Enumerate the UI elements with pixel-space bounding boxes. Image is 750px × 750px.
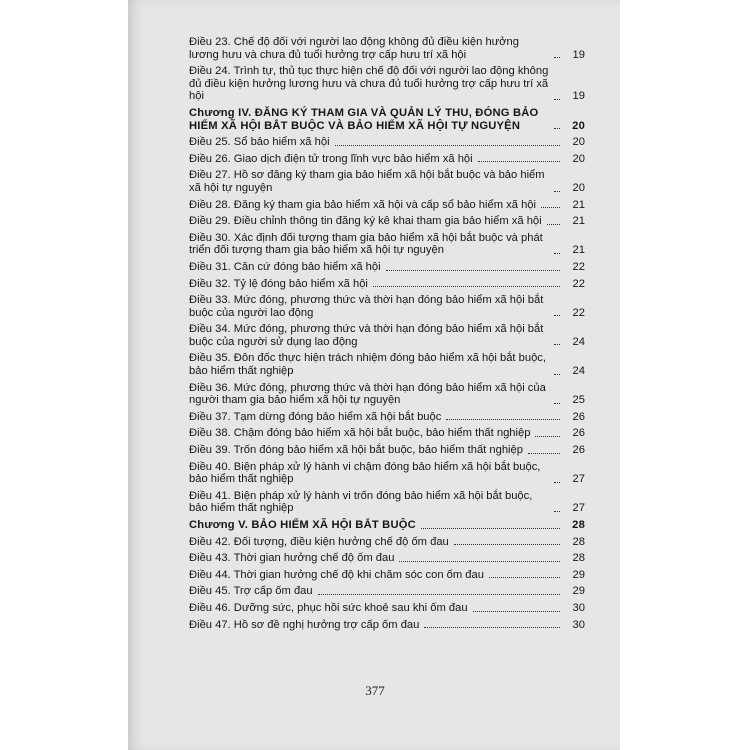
toc-entry-title: Điều 42. Đối tượng, điều kiện hưởng chế độ ốm đau [189, 535, 449, 548]
dot-leader [535, 436, 560, 437]
dot-leader [489, 577, 560, 578]
toc-entry-page: 28 [572, 535, 585, 548]
table-of-contents [189, 36, 585, 635]
toc-entry [189, 215, 585, 228]
toc-entry-title: Điều 34. Mức đóng, phương thức và thời hạn đóng bảo hiểm xã hội bắt buộc của người sử dụng lao động [189, 323, 544, 348]
toc-entry-page: 30 [572, 601, 585, 614]
toc-entry [189, 444, 585, 457]
toc-entry-title: Điều 43. Thời gian hưởng chế độ ốm đau [189, 552, 395, 565]
dot-leader [547, 224, 560, 225]
toc-entry-title: Điều 40. Biện pháp xử lý hành vi chậm đóng bảo hiểm xã hội bắt buộc, bảo hiểm thất nghiệp [189, 460, 541, 486]
toc-entry-page: 29 [572, 568, 585, 581]
toc-entry-page: 26 [572, 427, 585, 440]
toc-entry-page: 22 [572, 306, 585, 319]
toc-entry [189, 382, 585, 407]
toc-entry-title: Điều 37. Tạm dừng đóng bảo hiểm xã hội bắt buộc [189, 410, 442, 423]
toc-entry-page: 20 [572, 181, 585, 194]
toc-entry [189, 136, 585, 149]
toc-entry [189, 36, 585, 61]
toc-entry-page: 19 [572, 90, 585, 103]
dot-leader [554, 374, 560, 375]
dot-leader [554, 191, 560, 192]
dot-leader [424, 627, 560, 628]
toc-entry [189, 261, 585, 274]
toc-entry-page: 26 [572, 444, 585, 457]
toc-entry-page: 20 [572, 152, 585, 165]
dot-leader [473, 611, 560, 612]
dot-leader [554, 403, 560, 404]
page-number: 377 [365, 683, 385, 698]
toc-entry [189, 619, 585, 632]
toc-entry [189, 552, 585, 565]
toc-entry [189, 278, 585, 291]
dot-leader [373, 286, 560, 287]
toc-entry [189, 427, 585, 440]
dot-leader [554, 315, 560, 316]
toc-entry-title: Điều 35. Đôn đốc thực hiện trách nhiệm đóng bảo hiểm xã hội bắt buộc, bảo hiểm thất nghiệp [189, 352, 547, 378]
toc-entry-title: Điều 24. Trình tự, thủ tục thực hiện chế độ đối với người lao động không đủ điều kiện hưởng lương hưu và chưa đủ tuổi hưởng trợ cấp hưu trí xã hội [189, 65, 549, 103]
toc-entry [189, 569, 585, 582]
toc-entry [189, 585, 585, 598]
toc-chapter [189, 519, 585, 532]
toc-entry-title: Điều 45. Trợ cấp ốm đau [189, 585, 313, 598]
toc-entry-title: Điều 33. Mức đóng, phương thức và thời hạn đóng bảo hiểm xã hội bắt buộc của người lao động [189, 294, 544, 319]
dot-leader [399, 561, 560, 562]
toc-entry-title: Điều 38. Chậm đóng bảo hiểm xã hội bắt buộc, bảo hiểm thất nghiệp [189, 427, 531, 440]
toc-entry-title: Điều 27. Hồ sơ đăng ký tham gia bảo hiểm xã hội bắt buộc và bảo hiểm xã hội tự nguyện [189, 169, 545, 194]
toc-entry-page: 27 [572, 473, 585, 486]
toc-entry [189, 352, 585, 377]
toc-entry-page: 27 [572, 502, 585, 515]
toc-entry-page: 25 [572, 394, 585, 407]
toc-entry-title: Điều 31. Căn cứ đóng bảo hiểm xã hội [189, 260, 381, 273]
toc-entry-title: Điều 44. Thời gian hưởng chế độ khi chăm sóc con ốm đau [189, 568, 484, 581]
toc-entry-page: 21 [572, 215, 585, 228]
toc-entry-title: Điều 29. Điều chỉnh thông tin đăng ký kê khai tham gia bảo hiểm xã hội [189, 215, 542, 228]
toc-entry-page: 21 [572, 198, 585, 211]
dot-leader [554, 253, 560, 254]
toc-entry-page: 24 [572, 335, 585, 348]
dot-leader [386, 270, 560, 271]
dot-leader [528, 453, 560, 454]
toc-entry-page: 29 [572, 585, 585, 598]
dot-leader [454, 544, 560, 545]
dot-leader [554, 482, 560, 483]
toc-entry-page: 28 [572, 552, 585, 565]
toc-entry-page: 20 [572, 136, 585, 149]
toc-entry-title: Điều 25. Sổ bảo hiểm xã hội [189, 136, 330, 149]
toc-entry-title: Điều 36. Mức đóng, phương thức và thời hạn đóng bảo hiểm xã hội của người tham gia bảo hiểm xã hội tự nguyện [189, 381, 546, 407]
toc-entry-title: Điều 32. Tỷ lệ đóng bảo hiểm xã hội [189, 277, 368, 290]
toc-entry [189, 294, 585, 319]
dot-leader [478, 161, 560, 162]
toc-entry [189, 199, 585, 212]
toc-entry [189, 169, 585, 194]
toc-entry-title: Chương IV. ĐĂNG KÝ THAM GIA VÀ QUẢN LÝ THU, ĐÓNG BẢO HIỂM XÃ HỘI BẮT BUỘC VÀ BẢO HIỂM XÃ HỘI TỰ NGUYỆN [189, 106, 539, 132]
toc-entry-page: 24 [572, 365, 585, 378]
toc-entry-page: 22 [572, 277, 585, 290]
toc-entry [189, 65, 585, 103]
toc-entry-title: Điều 26. Giao dịch điện tử trong lĩnh vực bảo hiểm xã hội [189, 152, 473, 165]
dot-leader [446, 419, 560, 420]
toc-entry-page: 30 [572, 618, 585, 631]
toc-entry-title: Điều 41. Biện pháp xử lý hành vi trốn đóng bảo hiểm xã hội bắt buộc, bảo hiểm thất nghiệp [189, 489, 533, 515]
toc-entry-title: Điều 46. Dưỡng sức, phục hồi sức khoẻ sau khi ốm đau [189, 601, 468, 614]
toc-chapter [189, 107, 585, 132]
toc-entry-page: 21 [572, 244, 585, 257]
dot-leader [554, 344, 560, 345]
toc-entry-title: Điều 28. Đăng ký tham gia bảo hiểm xã hội và cấp sổ bảo hiểm xã hội [189, 198, 537, 211]
toc-entry-page: 26 [572, 410, 585, 423]
toc-entry [189, 232, 585, 257]
toc-entry [189, 323, 585, 348]
toc-entry [189, 536, 585, 549]
toc-entry [189, 490, 585, 515]
dot-leader [335, 145, 560, 146]
dot-leader [554, 99, 560, 100]
toc-entry [189, 461, 585, 486]
dot-leader [554, 57, 560, 58]
toc-entry-page: 28 [572, 519, 585, 531]
dot-leader [541, 207, 560, 208]
dot-leader [554, 128, 560, 129]
toc-entry [189, 411, 585, 424]
toc-entry-title: Điều 23. Chế độ đối với người lao động không đủ điều kiện hưởng lương hưu và chưa đủ tuổi hưởng trợ cấp hưu trí xã hội [189, 36, 519, 61]
toc-entry-page: 22 [572, 260, 585, 273]
toc-entry [189, 153, 585, 166]
dot-leader [554, 511, 560, 512]
dot-leader [318, 594, 560, 595]
toc-entry-title: Chương V. BẢO HIỂM XÃ HỘI BẮT BUỘC [189, 519, 416, 531]
toc-entry [189, 602, 585, 615]
toc-entry-title: Điều 30. Xác định đối tượng tham gia bảo hiểm xã hội bắt buộc và phát triển đối tượng tham gia bảo hiểm xã hội tự nguyện [189, 231, 543, 257]
dot-leader [421, 528, 560, 529]
toc-entry-page: 19 [572, 48, 585, 61]
toc-entry-title: Điều 47. Hồ sơ đề nghị hưởng trợ cấp ốm đau [189, 618, 420, 631]
toc-entry-title: Điều 39. Trốn đóng bảo hiểm xã hội bắt buộc, bảo hiểm thất nghiệp [189, 444, 523, 457]
toc-entry-page: 20 [572, 119, 585, 132]
